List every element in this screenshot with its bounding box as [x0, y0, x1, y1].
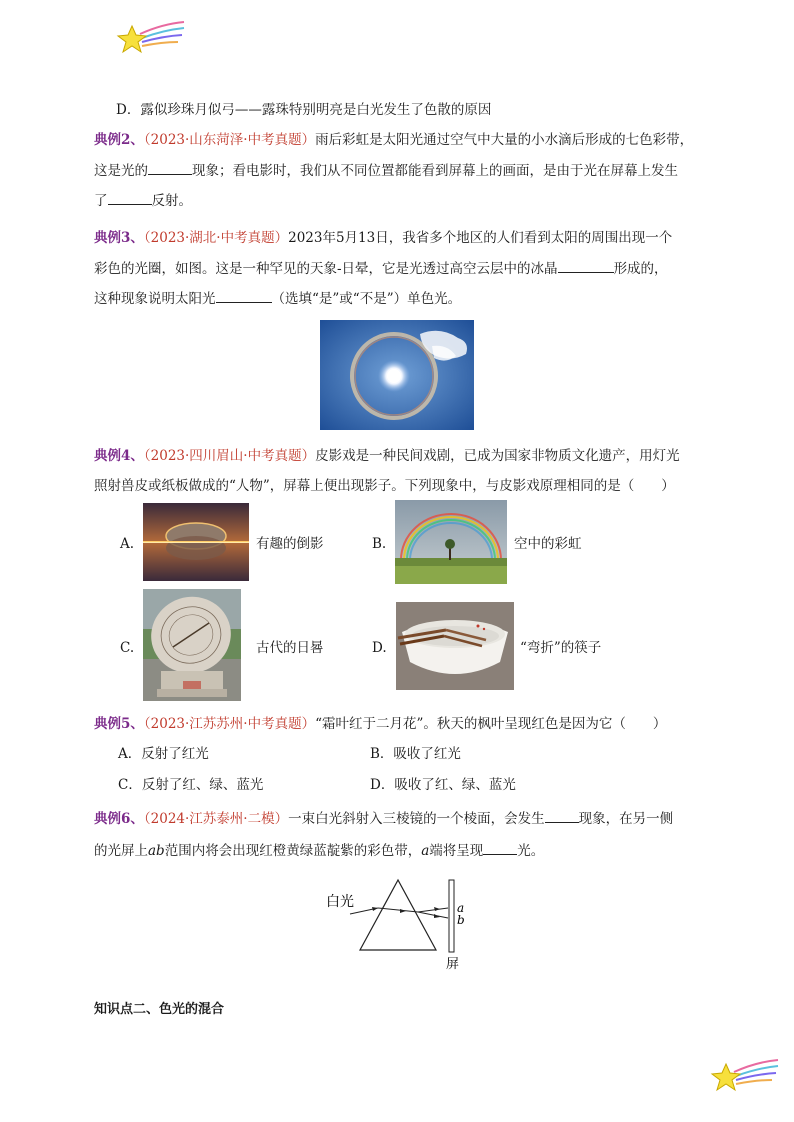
option-a-text: 有趣的倒影: [256, 536, 324, 552]
prism: [360, 880, 436, 950]
example-label: 典例3、: [94, 230, 144, 246]
option-b-rainbow-photo: [395, 500, 507, 584]
example-text: 端将呈现: [429, 843, 484, 859]
answer-blank: [483, 840, 517, 855]
example-text: 了: [94, 193, 108, 209]
example-2-line-2: [94, 160, 678, 181]
example-text: 2023年5月13日，我省多个地区的人们看到太阳的周围出现一个: [288, 230, 673, 246]
example-source: （2023·湖北·中考真题）: [143, 230, 289, 246]
example-label: 典例2、: [94, 132, 144, 148]
example-text: ab: [148, 843, 165, 859]
ex5-option-c: C．反射了红、绿、蓝光: [118, 777, 264, 793]
ex5-option-a: A．反射了红光: [118, 746, 209, 762]
example-source: （2023·江苏苏州·中考真题）: [143, 716, 316, 732]
example-4-line-1: [94, 446, 680, 466]
example-label: 典例5、: [94, 716, 144, 732]
option-b-text: 空中的彩虹: [514, 536, 582, 552]
label-b: b: [457, 913, 465, 927]
screen-label: 屏: [446, 957, 460, 972]
example-text: 雨后彩虹是太阳光通过空气中大量的小水滴后形成的七色彩带，: [315, 132, 694, 148]
example-4-line-2: 照射兽皮或纸板做成的“人物”，屏幕上便出现影子。下列现象中，与皮影戏原理相同的是（ ）: [94, 478, 675, 494]
example-text: 光。: [517, 843, 545, 859]
question-option-d: D．露似珍珠月似弓——露珠特别明亮是白光发生了色散的原因: [116, 102, 492, 118]
example-text: 的光屏上: [94, 843, 148, 859]
shooting-star-icon: [112, 18, 188, 58]
prism-diagram: [320, 872, 470, 972]
shooting-star-icon: [706, 1056, 782, 1096]
example-text: 彩色的光圈，如图。这是一种罕见的天象-日晕，它是光透过高空云层中的冰晶: [94, 261, 558, 277]
example-6-line-1: [94, 808, 673, 829]
example-text: 形成的，: [613, 261, 668, 277]
option-c-text: 古代的日晷: [256, 640, 324, 656]
screen: [449, 880, 454, 952]
option-d-text: “弯折”的筷子: [520, 640, 602, 656]
example-text: 现象，在另一侧: [578, 811, 674, 827]
example-text: 范围内将会出现红橙黄绿蓝靛紫的彩色带，: [164, 843, 422, 859]
option-b-letter: B.: [372, 536, 387, 552]
example-label: 典例4、: [94, 448, 144, 464]
option-d-letter: D.: [372, 640, 387, 656]
answer-blank: [108, 190, 152, 205]
section-title: 知识点二、色光的混合: [94, 1002, 225, 1017]
option-a-reflection-photo: [143, 503, 249, 581]
example-source: （2024·江苏泰州·二模）: [143, 811, 289, 827]
example-text: 这是光的: [94, 163, 148, 179]
example-label: 典例6、: [94, 811, 144, 827]
answer-blank: [216, 288, 272, 303]
example-text: 现象；看电影时，我们从不同位置都能看到屏幕上的画面，是由于光在屏幕上发生: [192, 163, 678, 179]
example-source: （2023·四川眉山·中考真题）: [143, 448, 316, 464]
example-text: “霜叶红于二月花”。秋天的枫叶呈现红色是因为它（ ）: [315, 716, 667, 732]
white-light-label: 白光: [326, 894, 354, 910]
answer-blank: [558, 258, 614, 273]
example-3-line-3: [94, 288, 461, 309]
example-2-line-3: [94, 190, 192, 211]
answer-blank: [148, 160, 192, 175]
example-5-line-1: [94, 714, 666, 734]
example-text: 反射。: [151, 193, 192, 209]
example-text: a: [421, 843, 430, 859]
answer-blank: [545, 808, 579, 823]
example-text: 一束白光斜射入三棱镜的一个棱面，会发生: [288, 811, 545, 827]
example-2-line-1: [94, 130, 693, 150]
ex5-option-b: B．吸收了红光: [370, 746, 461, 762]
option-c-sundial-photo: [143, 589, 241, 701]
ex5-option-d: D．吸收了红、绿、蓝光: [370, 777, 516, 793]
option-c-letter: C.: [120, 640, 135, 656]
example-3-line-1: [94, 228, 672, 248]
example-text: （选填“是”或“不是”）单色光。: [271, 291, 462, 307]
sun-halo-photo: [320, 320, 474, 430]
example-6-line-2: [94, 840, 544, 861]
example-3-line-2: [94, 258, 668, 279]
example-source: （2023·山东菏泽·中考真题）: [143, 132, 316, 148]
label-a: a: [457, 901, 465, 915]
example-text: 这种现象说明太阳光: [94, 291, 216, 307]
option-a-letter: A.: [120, 536, 135, 552]
example-text: 皮影戏是一种民间戏剧，已成为国家非物质文化遗产，用灯光: [315, 448, 680, 464]
option-d-chopsticks-photo: [396, 602, 514, 690]
